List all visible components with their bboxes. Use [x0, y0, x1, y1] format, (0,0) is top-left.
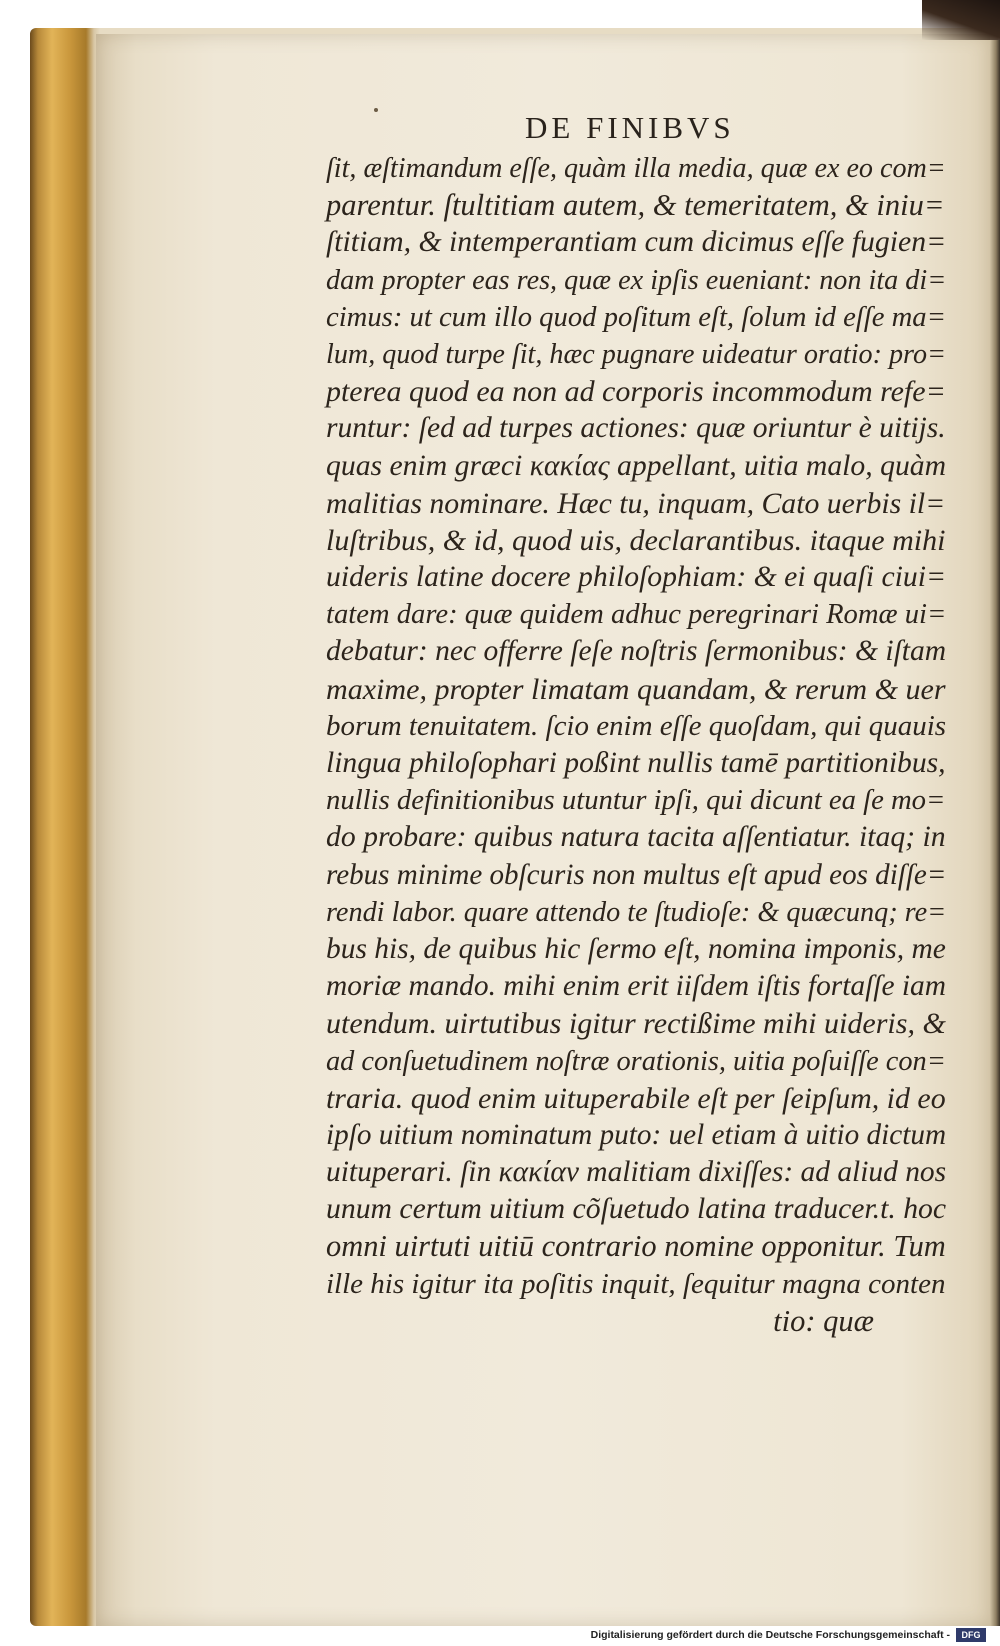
text-line: quas enim græci κακίας appellant, uitia malo, quàm [326, 449, 947, 482]
text-line: nullis definitionibus utuntur ipſi, qui dicunt ea ſe mo= [326, 784, 946, 817]
dfg-logo: DFG [956, 1628, 986, 1642]
body-text [326, 150, 946, 1340]
text-line: uideris latine docere philoſophiam: & ei quaſi ciui= [326, 561, 947, 594]
text-line: ſit, æſtimandum eſſe, quàm illa media, quæ ex eo com= [326, 153, 946, 184]
ink-speck [374, 108, 378, 112]
text-line: bus his, de quibus hic ſermo eſt, nomina imponis, me [326, 932, 946, 965]
text-line: rendi labor. quare attendo te ſtudioſe: & quæcunq; re= [326, 896, 947, 928]
catchword-line: tio: quæ [773, 1303, 874, 1338]
page-fore-edge [990, 40, 1000, 1626]
text-line: dam propter eas res, quæ ex ipſis eueniant: non ita di= [326, 264, 947, 296]
text-line: tatem dare: quæ quidem adhuc peregrinari Romæ ui= [326, 599, 947, 631]
text-line: luſtribus, & id, quod uis, declarantibus. itaque mihi [326, 523, 946, 557]
text-line: runtur: ſed ad turpes actiones: quæ oriuntur è uitijs. [326, 412, 946, 445]
text-line: unum certum uitium cõſuetudo latina traducer.t. hoc [326, 1193, 947, 1226]
text-line: moriæ mando. mihi enim erit iiſdem iſtis fortaſſe iam [326, 970, 946, 1003]
text-line: ad conſuetudinem noſtræ orationis, uitia poſuiſſe con= [326, 1045, 946, 1077]
text-line: utendum. uirtutibus igitur rectißime mihi uideris, & [326, 1006, 946, 1041]
text-line: do probare: quibus natura tacita aſſentiatur. itaq; in [326, 821, 946, 854]
text-line: pterea quod ea non ad corporis incommodum refe= [326, 375, 946, 409]
text-line: borum tenuitatem. ſcio enim eſſe quoſdam, qui quauis [326, 709, 947, 742]
text-line: malitias nominare. Hæc tu, inquam, Cato uerbis il= [326, 486, 946, 520]
text-line: maxime, propter limatam quandam, & rerum & uer [326, 671, 946, 706]
text-line: omni uirtuti uitiū contrario nomine opponitur. Tum [326, 1229, 946, 1264]
text-line: debatur: nec offerre ſeſe noſtris ſermonibus: & iſtam [326, 635, 947, 668]
text-line: ille his igitur ita poſitis inquit, ſequitur magna conten [326, 1267, 946, 1300]
text-line: ſtitiam, & intemperantiam cum dicimus eſſe fugien= [326, 226, 947, 259]
running-head: DE FINIBVS [525, 110, 735, 145]
text-line: uituperari. ſin κακίαν malitiam dixiſſes: ad aliud nos [326, 1156, 947, 1189]
text-line: ipſo uitium nominatum puto: uel etiam à uitio dictum [326, 1118, 947, 1151]
text-line: cimus: ut cum illo quod poſitum eſt, ſolum id eſſe ma= [326, 300, 946, 333]
text-line: lingua philoſophari poßint nullis tamē partitionibus, [326, 747, 946, 779]
text-line: traria. quod enim uituperabile eſt per ſeipſum, id eo [326, 1081, 946, 1115]
digitization-credit: Digitalisierung gefördert durch die Deutsche Forschungsgemeinschaft - [590, 1629, 950, 1641]
text-line: rebus minime obſcuris non multus eſt apud eos diſſe= [326, 858, 947, 891]
text-line: lum, quod turpe ſit, hæc pugnare uideatur oratio: pro= [326, 338, 946, 370]
book-corner [922, 0, 1000, 40]
text-line: parentur. ſtultitiam autem, & temeritatem, & iniu= [326, 188, 945, 223]
